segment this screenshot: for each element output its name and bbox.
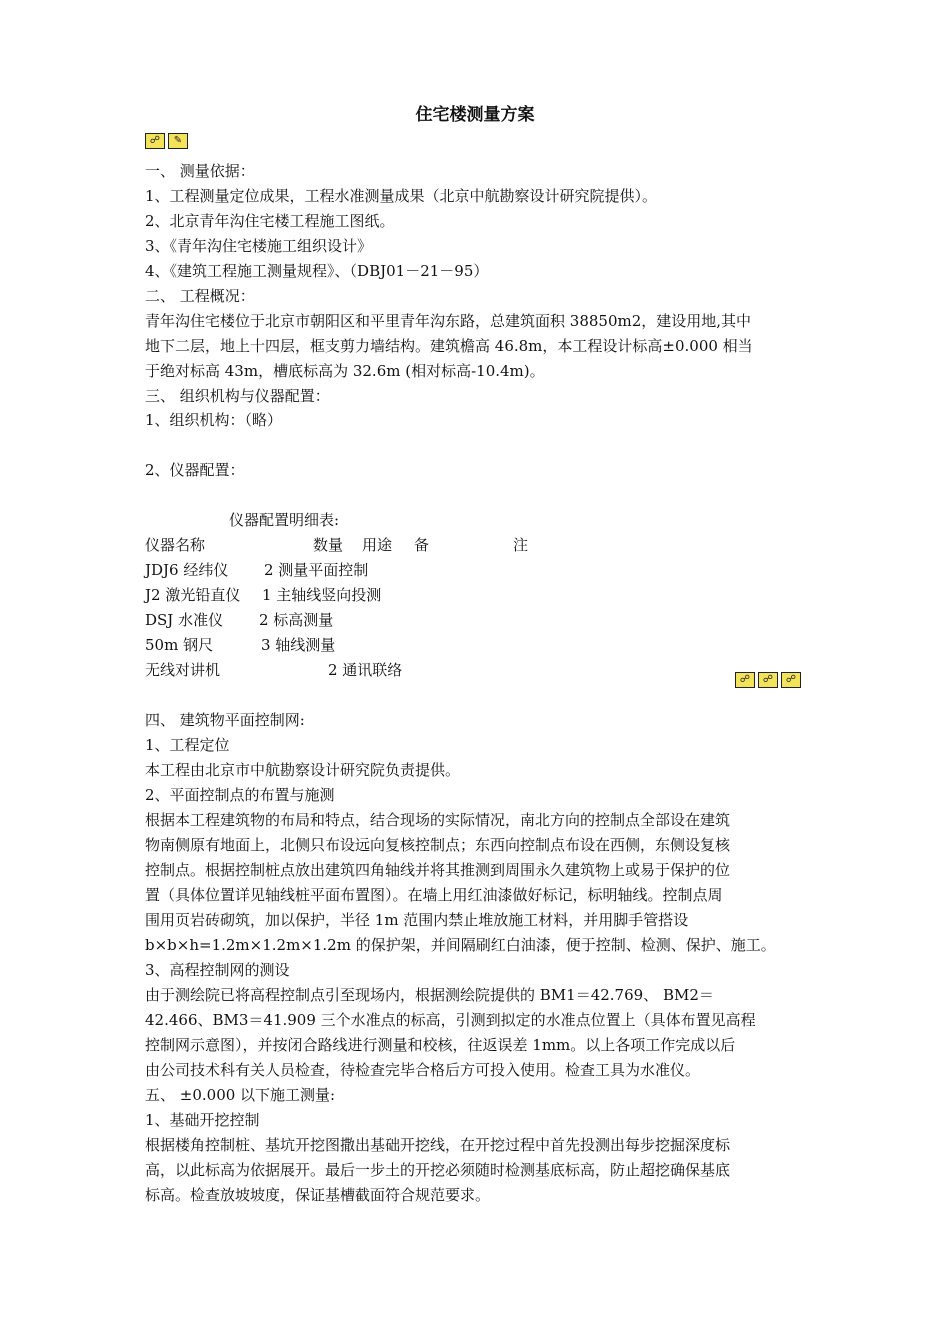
subsection-heading: 1、工程定位 bbox=[145, 736, 230, 754]
section-5-heading: 五、 ±0.000 以下施工测量: bbox=[145, 1086, 336, 1104]
link-icon[interactable]: ☍ bbox=[758, 672, 778, 688]
table-row-qty-use: 3 轴线测量 bbox=[261, 636, 336, 654]
table-row-name: DSJ 水准仪 bbox=[145, 611, 224, 629]
paragraph-line: 控制网示意图），并按闭合路线进行测量和校核，往返误差 1mm。以上各项工作完成以后 bbox=[145, 1036, 736, 1054]
pen-icon[interactable]: ✎ bbox=[168, 133, 188, 149]
subsection-heading: 1、基础开挖控制 bbox=[145, 1111, 260, 1129]
table-header-qty: 数量 bbox=[313, 536, 344, 554]
link-icon[interactable]: ☍ bbox=[145, 133, 165, 149]
table-row-name: 50m 钢尺 bbox=[145, 636, 214, 654]
section-2-heading: 二、 工程概况： bbox=[145, 287, 255, 305]
section-1-heading: 一、 测量依据： bbox=[145, 162, 255, 180]
paragraph-line: 由公司技术科有关人员检查，待检查完毕合格后方可投入使用。检查工具为水准仪。 bbox=[145, 1061, 701, 1079]
link-icon[interactable]: ☍ bbox=[781, 672, 801, 688]
paragraph-line: 置（具体位置详见轴线桩平面布置图）。在墙上用红油漆做好标记，标明轴线。控制点周 bbox=[145, 886, 723, 904]
section-1-item: 1、工程测量定位成果，工程水准测量成果（北京中航勘察设计研究院提供）。 bbox=[145, 187, 658, 205]
table-row-name: J2 激光铅直仪 bbox=[145, 586, 241, 604]
paragraph-line: 由于测绘院已将高程控制点引至现场内，根据测绘院提供的 BM1＝42.769、 BM2＝ bbox=[145, 986, 714, 1004]
section-2-line: 于绝对标高 43m，槽底标高为 32.6m (相对标高-10.4m)。 bbox=[145, 362, 545, 380]
paragraph-line: 根据本工程建筑物的布局和特点，结合现场的实际情况，南北方向的控制点全部设在建筑 bbox=[145, 811, 731, 829]
section-4-heading: 四、 建筑物平面控制网: bbox=[145, 711, 305, 729]
paragraph-line: b×b×h=1.2m×1.2m×1.2m 的保护架，并间隔刷红白油漆，便于控制、检测、保护、施工。 bbox=[145, 936, 776, 954]
table-row-qty-use: 2 测量平面控制 bbox=[264, 561, 369, 579]
table-row-qty-use: 2 标高测量 bbox=[259, 611, 334, 629]
paragraph-line: 本工程由北京市中航勘察设计研究院负责提供。 bbox=[145, 761, 461, 779]
page-title: 住宅楼测量方案 bbox=[415, 105, 535, 125]
paragraph-line: 高，以此标高为依据展开。最后一步土的开挖必须随时检测基底标高，防止超挖确保基底 bbox=[145, 1161, 731, 1179]
paragraph-line: 42.466、BM3＝41.909 三个水准点的标高，引测到拟定的水准点位置上（具体布置见高程 bbox=[145, 1011, 756, 1029]
subsection-heading: 3、高程控制网的测设 bbox=[145, 961, 290, 979]
table-header-remark-1: 备 bbox=[414, 536, 430, 554]
section-1-item: 3、《青年沟住宅楼施工组织设计》 bbox=[145, 237, 373, 255]
top-icon-group[interactable] bbox=[145, 133, 191, 149]
table-row-name: 无线对讲机 bbox=[145, 661, 221, 679]
paragraph-line: 物南侧原有地面上，北侧只布设远向复核控制点；东西向控制点布设在西侧，东侧设复核 bbox=[145, 836, 731, 854]
right-icon-group[interactable] bbox=[735, 672, 804, 688]
subsection-heading: 2、平面控制点的布置与施测 bbox=[145, 786, 335, 804]
instrument-config-line: 2、仪器配置： bbox=[145, 461, 245, 479]
table-row-name: JDJ6 经纬仪 bbox=[145, 561, 229, 579]
section-3-heading: 三、 组织机构与仪器配置： bbox=[145, 387, 330, 405]
table-title: 仪器配置明细表: bbox=[229, 511, 340, 529]
section-1-item: 4、《建筑工程施工测量规程》、（DBJ01－21－95） bbox=[145, 262, 489, 280]
paragraph-line: 围用页岩砖砌筑，加以保护，半径 1m 范围内禁止堆放施工材料，并用脚手管搭设 bbox=[145, 911, 689, 929]
paragraph-line: 根据楼角控制桩、基坑开挖图撒出基础开挖线，在开挖过程中首先投测出每步挖掘深度标 bbox=[145, 1136, 731, 1154]
table-header-use: 用途 bbox=[362, 536, 393, 554]
table-header-remark-2: 注 bbox=[513, 536, 529, 554]
organization-line: 1、组织机构：（略） bbox=[145, 411, 283, 429]
paragraph-line: 控制点。根据控制桩点放出建筑四角轴线并将其推测到周围永久建筑物上或易于保护的位 bbox=[145, 861, 731, 879]
table-row-qty-use: 2 通讯联络 bbox=[328, 661, 403, 679]
table-row-qty-use: 1 主轴线竖向投测 bbox=[262, 586, 382, 604]
section-1-item: 2、北京青年沟住宅楼工程施工图纸。 bbox=[145, 212, 395, 230]
table-header-name: 仪器名称 bbox=[145, 536, 206, 554]
link-icon[interactable]: ☍ bbox=[735, 672, 755, 688]
section-2-line: 青年沟住宅楼位于北京市朝阳区和平里青年沟东路，总建筑面积 38850m2，建设用地,其中 bbox=[145, 312, 752, 330]
section-2-line: 地下二层，地上十四层，框支剪力墙结构。建筑檐高 46.8m，本工程设计标高±0.000 相当 bbox=[145, 337, 753, 355]
paragraph-line: 标高。检查放坡坡度，保证基槽截面符合规范要求。 bbox=[145, 1186, 491, 1204]
